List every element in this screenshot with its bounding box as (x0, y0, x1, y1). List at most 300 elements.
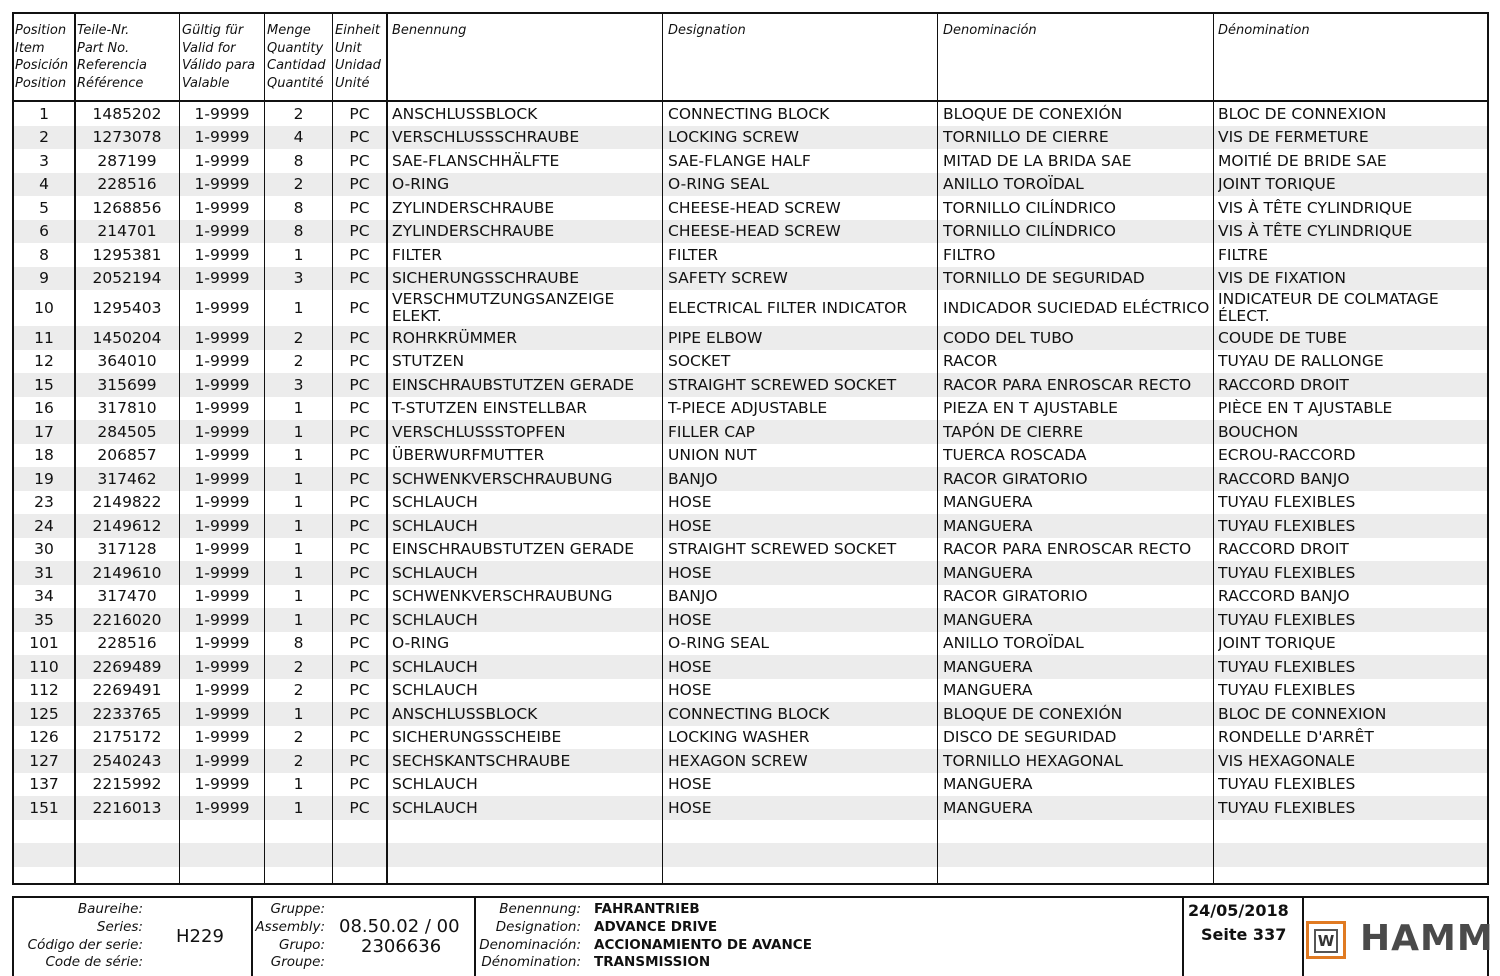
cell-unit: PC (349, 469, 370, 488)
cell-qty: 2 (293, 104, 304, 123)
cell-part: 2269491 (92, 681, 162, 700)
cell-fr: TUYAU FLEXIBLES (1218, 681, 1356, 700)
cell-qty: 1 (293, 422, 304, 441)
table-row (14, 196, 1487, 220)
cell-valid: 1-9999 (194, 610, 250, 629)
cell-de: SECHSKANTSCHRAUBE (392, 751, 571, 770)
cell-de: VERSCHLUSSSTOPFEN (392, 422, 566, 441)
cell-es: MITAD DE LA BRIDA SAE (943, 151, 1132, 170)
cell-en: HOSE (668, 516, 712, 535)
cell-fr: MOITIÉ DE BRIDE SAE (1218, 151, 1387, 170)
cell-en: HOSE (668, 493, 712, 512)
table-row (14, 126, 1487, 150)
column-divider (332, 14, 333, 883)
cell-unit: PC (349, 352, 370, 371)
cell-fr: TUYAU FLEXIBLES (1218, 657, 1356, 676)
cell-qty: 3 (293, 375, 304, 394)
cell-unit: PC (349, 299, 370, 317)
cell-valid: 1-9999 (194, 775, 250, 794)
cell-part: 1273078 (92, 128, 162, 147)
column-divider (264, 14, 265, 883)
cell-en: T-PIECE ADJUSTABLE (668, 399, 828, 418)
cell-unit: PC (349, 516, 370, 535)
column-divider (74, 14, 76, 883)
cell-part: 214701 (97, 222, 157, 241)
cell-es: MANGUERA (943, 681, 1033, 700)
table-row (14, 561, 1487, 585)
cell-unit: PC (349, 540, 370, 559)
cell-valid: 1-9999 (194, 657, 250, 676)
cell-unit: PC (349, 269, 370, 288)
cell-fr: BLOC DE CONNEXION (1218, 104, 1387, 123)
header-fr: Dénomination (1218, 23, 1310, 38)
cell-pos: 2 (39, 128, 49, 147)
cell-de: STUTZEN (392, 352, 465, 371)
cell-qty: 2 (293, 681, 304, 700)
table-row (14, 632, 1487, 656)
cell-valid: 1-9999 (194, 375, 250, 394)
footer-divider (1182, 898, 1184, 976)
cell-valid: 1-9999 (194, 446, 250, 465)
cell-part: 1268856 (92, 198, 162, 217)
cell-qty: 4 (293, 128, 304, 147)
cell-en: SOCKET (668, 352, 731, 371)
cell-valid: 1-9999 (194, 516, 250, 535)
cell-unit: PC (349, 587, 370, 606)
logo-mark: W (1314, 929, 1338, 953)
table-row (14, 491, 1487, 515)
cell-fr: TUYAU FLEXIBLES (1218, 775, 1356, 794)
cell-pos: 137 (29, 775, 59, 794)
cell-fr: RACCORD DROIT (1218, 540, 1349, 559)
cell-es: MANGUERA (943, 657, 1033, 676)
cell-en: LOCKING SCREW (668, 128, 799, 147)
cell-es: DISCO DE SEGURIDAD (943, 728, 1117, 747)
cell-pos: 15 (34, 375, 54, 394)
cell-es: BLOQUE DE CONEXIÓN (943, 704, 1123, 723)
series-value: H229 (176, 926, 224, 947)
cell-valid: 1-9999 (194, 269, 250, 288)
cell-qty: 1 (293, 775, 304, 794)
table-row (14, 267, 1487, 291)
cell-de: SCHLAUCH (392, 775, 478, 794)
cell-valid: 1-9999 (194, 128, 250, 147)
cell-de: ÜBERWURFMUTTER (392, 446, 545, 465)
cell-pos: 101 (29, 634, 59, 653)
cell-pos: 16 (34, 399, 54, 418)
table-row (14, 220, 1487, 244)
cell-valid: 1-9999 (194, 104, 250, 123)
cell-part: 228516 (97, 175, 157, 194)
cell-part: 2175172 (92, 728, 162, 747)
cell-fr: JOINT TORIQUE (1218, 175, 1336, 194)
cell-part: 2215992 (92, 775, 162, 794)
cell-unit: PC (349, 728, 370, 747)
cell-qty: 2 (293, 328, 304, 347)
header-part-no: Teile-Nr. Part No. Referencia Référence (77, 23, 147, 91)
header-de: Benennung (392, 23, 467, 38)
cell-en: PIPE ELBOW (668, 328, 763, 347)
cell-en: O-RING SEAL (668, 175, 769, 194)
cell-unit: PC (349, 104, 370, 123)
cell-pos: 34 (34, 587, 54, 606)
cell-part: 315699 (97, 375, 157, 394)
table-row (14, 514, 1487, 538)
cell-en: CHEESE-HEAD SCREW (668, 198, 841, 217)
cell-es: BLOQUE DE CONEXIÓN (943, 104, 1123, 123)
row-stripe (14, 843, 1487, 867)
cell-valid: 1-9999 (194, 422, 250, 441)
cell-unit: PC (349, 775, 370, 794)
cell-part: 1295381 (92, 245, 162, 264)
cell-en: BANJO (668, 469, 718, 488)
cell-unit: PC (349, 245, 370, 264)
cell-es: TORNILLO DE SEGURIDAD (943, 269, 1145, 288)
cell-valid: 1-9999 (194, 728, 250, 747)
cell-fr: RONDELLE D'ARRÊT (1218, 728, 1374, 747)
group-value: 2306636 (361, 936, 442, 957)
header-valid-for: Gültig für Valid for Válido para Valable (182, 23, 256, 91)
cell-en: STRAIGHT SCREWED SOCKET (668, 540, 897, 559)
cell-en: HOSE (668, 775, 712, 794)
cell-unit: PC (349, 422, 370, 441)
cell-qty: 1 (293, 704, 304, 723)
cell-qty: 1 (293, 399, 304, 418)
cell-es: MANGUERA (943, 798, 1033, 817)
cell-unit: PC (349, 198, 370, 217)
cell-valid: 1-9999 (194, 563, 250, 582)
cell-en: CONNECTING BLOCK (668, 104, 830, 123)
header-en: Designation (668, 23, 746, 38)
cell-fr: BOUCHON (1218, 422, 1299, 441)
cell-en: CHEESE-HEAD SCREW (668, 222, 841, 241)
cell-unit: PC (349, 328, 370, 347)
cell-fr: INDICATEUR DE COLMATAGE ÉLECT. (1218, 290, 1439, 325)
cell-pos: 8 (39, 245, 49, 264)
cell-en: FILTER (668, 245, 719, 264)
cell-de: O-RING (392, 634, 450, 653)
page-number: Seite 337 (1201, 925, 1287, 944)
cell-unit: PC (349, 128, 370, 147)
cell-valid: 1-9999 (194, 469, 250, 488)
cell-qty: 1 (293, 245, 304, 264)
cell-unit: PC (349, 375, 370, 394)
table-row (14, 796, 1487, 820)
cell-de: SCHLAUCH (392, 681, 478, 700)
cell-de: O-RING (392, 175, 450, 194)
cell-fr: VIS DE FIXATION (1218, 269, 1346, 288)
cell-de: FILTER (392, 245, 443, 264)
cell-qty: 1 (293, 798, 304, 817)
table-row (14, 350, 1487, 374)
table-row (14, 773, 1487, 797)
table-row (14, 397, 1487, 421)
cell-part: 284505 (97, 422, 157, 441)
cell-unit: PC (349, 175, 370, 194)
cell-en: HOSE (668, 657, 712, 676)
cell-en: LOCKING WASHER (668, 728, 810, 747)
table-row (14, 467, 1487, 491)
cell-en: STRAIGHT SCREWED SOCKET (668, 375, 897, 394)
cell-es: TUERCA ROSCADA (943, 446, 1087, 465)
cell-qty: 1 (293, 540, 304, 559)
cell-part: 2149612 (92, 516, 162, 535)
cell-fr: BLOC DE CONNEXION (1218, 704, 1387, 723)
table-row (14, 173, 1487, 197)
cell-de: SCHLAUCH (392, 657, 478, 676)
cell-valid: 1-9999 (194, 151, 250, 170)
cell-fr: JOINT TORIQUE (1218, 634, 1336, 653)
table-row (14, 373, 1487, 397)
cell-part: 1295403 (92, 299, 162, 317)
cell-en: CONNECTING BLOCK (668, 704, 830, 723)
cell-unit: PC (349, 681, 370, 700)
cell-valid: 1-9999 (194, 493, 250, 512)
cell-part: 2216013 (92, 798, 162, 817)
cell-en: O-RING SEAL (668, 634, 769, 653)
cell-part: 2149822 (92, 493, 162, 512)
cell-part: 2052194 (92, 269, 162, 288)
cell-valid: 1-9999 (194, 399, 250, 418)
cell-valid: 1-9999 (194, 328, 250, 347)
header-es: Denominación (943, 23, 1037, 38)
header-position: Position Item Posición Position (15, 23, 69, 91)
cell-en: HOSE (668, 563, 712, 582)
table-row (14, 290, 1487, 326)
cell-es: INDICADOR SUCIEDAD ELÉCTRICO (943, 298, 1210, 317)
cell-en: SAFETY SCREW (668, 269, 788, 288)
cell-es: TORNILLO CILÍNDRICO (943, 198, 1116, 217)
table-row (14, 243, 1487, 267)
cell-pos: 110 (29, 657, 59, 676)
table-row (14, 655, 1487, 679)
cell-unit: PC (349, 446, 370, 465)
cell-fr: TUYAU FLEXIBLES (1218, 610, 1356, 629)
cell-de: SCHLAUCH (392, 516, 478, 535)
cell-pos: 30 (34, 540, 54, 559)
cell-pos: 24 (34, 516, 54, 535)
cell-qty: 1 (293, 587, 304, 606)
cell-de: SCHLAUCH (392, 610, 478, 629)
cell-es: ANILLO TOROÏDAL (943, 175, 1084, 194)
cell-es: TAPÓN DE CIERRE (943, 422, 1084, 441)
cell-qty: 3 (293, 269, 304, 288)
cell-pos: 125 (29, 704, 59, 723)
cell-pos: 12 (34, 352, 54, 371)
cell-pos: 31 (34, 563, 54, 582)
cell-valid: 1-9999 (194, 540, 250, 559)
table-row (14, 326, 1487, 350)
cell-valid: 1-9999 (194, 175, 250, 194)
cell-es: RACOR GIRATORIO (943, 587, 1088, 606)
cell-fr: TUYAU FLEXIBLES (1218, 516, 1356, 535)
table-row (14, 702, 1487, 726)
cell-qty: 1 (293, 516, 304, 535)
cell-de: VERSCHMUTZUNGSANZEIGE ELEKT. (392, 290, 615, 325)
cell-es: TORNILLO CILÍNDRICO (943, 222, 1116, 241)
cell-fr: TUYAU FLEXIBLES (1218, 798, 1356, 817)
cell-es: CODO DEL TUBO (943, 328, 1074, 347)
cell-de: ROHRKRÜMMER (392, 328, 517, 347)
cell-fr: VIS À TÊTE CYLINDRIQUE (1218, 198, 1413, 217)
header-quantity: Menge Quantity Cantidad Quantité (267, 23, 326, 91)
cell-es: TORNILLO DE CIERRE (943, 128, 1109, 147)
column-divider (662, 14, 663, 883)
cell-de: SCHLAUCH (392, 563, 478, 582)
cell-part: 317128 (97, 540, 157, 559)
cell-es: MANGUERA (943, 563, 1033, 582)
cell-pos: 4 (39, 175, 49, 194)
group-labels: Gruppe: Assembly: Grupo: Groupe: (255, 901, 325, 971)
cell-de: ANSCHLUSSBLOCK (392, 104, 538, 123)
cell-part: 287199 (97, 151, 157, 170)
cell-en: SAE-FLANGE HALF (668, 151, 811, 170)
cell-en: ELECTRICAL FILTER INDICATOR (668, 298, 908, 317)
cell-qty: 8 (293, 634, 304, 653)
cell-part: 317462 (97, 469, 157, 488)
name-values: FAHRANTRIEB ADVANCE DRIVE ACCIONAMIENTO DE AVANCE TRANSMISSION (594, 901, 812, 971)
cell-pos: 19 (34, 469, 54, 488)
cell-unit: PC (349, 798, 370, 817)
cell-valid: 1-9999 (194, 798, 250, 817)
cell-pos: 3 (39, 151, 49, 170)
cell-pos: 17 (34, 422, 54, 441)
table-row (14, 102, 1487, 126)
cell-pos: 35 (34, 610, 54, 629)
cell-de: ZYLINDERSCHRAUBE (392, 198, 555, 217)
cell-pos: 5 (39, 198, 49, 217)
cell-valid: 1-9999 (194, 681, 250, 700)
cell-de: SCHWENKVERSCHRAUBUNG (392, 469, 613, 488)
table-row (14, 420, 1487, 444)
brand-name: HAMM (1360, 918, 1494, 959)
cell-pos: 18 (34, 446, 54, 465)
cell-part: 1450204 (92, 328, 162, 347)
cell-en: HOSE (668, 798, 712, 817)
cell-unit: PC (349, 399, 370, 418)
table-row (14, 149, 1487, 173)
cell-es: RACOR PARA ENROSCAR RECTO (943, 375, 1192, 394)
cell-qty: 8 (293, 198, 304, 217)
cell-es: RACOR (943, 352, 998, 371)
cell-unit: PC (349, 563, 370, 582)
table-row (14, 749, 1487, 773)
date: 24/05/2018 (1188, 901, 1289, 920)
cell-en: UNION NUT (668, 446, 757, 465)
series-labels: Baureihe: Series: Código der serie: Code de série: (27, 901, 143, 971)
cell-fr: VIS DE FERMETURE (1218, 128, 1369, 147)
cell-en: HOSE (668, 681, 712, 700)
cell-fr: TUYAU FLEXIBLES (1218, 493, 1356, 512)
cell-part: 2540243 (92, 751, 162, 770)
cell-de: SCHLAUCH (392, 493, 478, 512)
cell-es: FILTRO (943, 245, 996, 264)
cell-en: FILLER CAP (668, 422, 756, 441)
cell-de: SAE-FLANSCHHÄLFTE (392, 151, 560, 170)
cell-pos: 10 (34, 299, 54, 317)
cell-es: ANILLO TOROÏDAL (943, 634, 1084, 653)
cell-fr: VIS HEXAGONALE (1218, 751, 1356, 770)
cell-de: ANSCHLUSSBLOCK (392, 704, 538, 723)
cell-en: BANJO (668, 587, 718, 606)
cell-qty: 1 (293, 299, 304, 317)
cell-en: HEXAGON SCREW (668, 751, 808, 770)
cell-pos: 112 (29, 681, 59, 700)
cell-de: ZYLINDERSCHRAUBE (392, 222, 555, 241)
cell-valid: 1-9999 (194, 352, 250, 371)
cell-qty: 1 (293, 610, 304, 629)
cell-unit: PC (349, 634, 370, 653)
column-divider (937, 14, 938, 883)
cell-de: SICHERUNGSSCHRAUBE (392, 269, 580, 288)
cell-valid: 1-9999 (194, 198, 250, 217)
cell-fr: RACCORD BANJO (1218, 469, 1350, 488)
cell-fr: FILTRE (1218, 245, 1269, 264)
cell-part: 206857 (97, 446, 157, 465)
cell-valid: 1-9999 (194, 587, 250, 606)
cell-unit: PC (349, 222, 370, 241)
cell-qty: 1 (293, 563, 304, 582)
cell-fr: RACCORD DROIT (1218, 375, 1349, 394)
cell-en: HOSE (668, 610, 712, 629)
cell-de: SICHERUNGSSCHEIBE (392, 728, 562, 747)
assembly-value: 08.50.02 / 00 (339, 916, 460, 937)
cell-qty: 8 (293, 222, 304, 241)
column-divider (386, 14, 388, 883)
cell-fr: VIS À TÊTE CYLINDRIQUE (1218, 222, 1413, 241)
cell-pos: 127 (29, 751, 59, 770)
table-row (14, 679, 1487, 703)
cell-qty: 1 (293, 493, 304, 512)
cell-part: 228516 (97, 634, 157, 653)
cell-fr: RACCORD BANJO (1218, 587, 1350, 606)
footer-divider (1302, 898, 1304, 976)
cell-valid: 1-9999 (194, 634, 250, 653)
cell-part: 317470 (97, 587, 157, 606)
cell-fr: PIÈCE EN T AJUSTABLE (1218, 399, 1393, 418)
cell-qty: 2 (293, 751, 304, 770)
cell-pos: 23 (34, 493, 54, 512)
cell-pos: 126 (29, 728, 59, 747)
cell-es: RACOR GIRATORIO (943, 469, 1088, 488)
cell-es: TORNILLO HEXAGONAL (943, 751, 1123, 770)
cell-pos: 151 (29, 798, 59, 817)
cell-valid: 1-9999 (194, 222, 250, 241)
cell-valid: 1-9999 (194, 245, 250, 264)
cell-es: PIEZA EN T AJUSTABLE (943, 399, 1118, 418)
cell-part: 2233765 (92, 704, 162, 723)
cell-unit: PC (349, 493, 370, 512)
cell-es: RACOR PARA ENROSCAR RECTO (943, 540, 1192, 559)
cell-qty: 2 (293, 352, 304, 371)
cell-valid: 1-9999 (194, 299, 250, 317)
cell-unit: PC (349, 657, 370, 676)
cell-pos: 11 (34, 328, 54, 347)
cell-es: MANGUERA (943, 516, 1033, 535)
cell-part: 2216020 (92, 610, 162, 629)
cell-fr: ECROU-RACCORD (1218, 446, 1356, 465)
cell-de: T-STUTZEN EINSTELLBAR (392, 399, 588, 418)
cell-de: EINSCHRAUBSTUTZEN GERADE (392, 375, 635, 394)
cell-part: 317810 (97, 399, 157, 418)
table-row (14, 726, 1487, 750)
table-row (14, 444, 1487, 468)
parts-table (12, 12, 1489, 885)
cell-part: 364010 (97, 352, 157, 371)
cell-qty: 8 (293, 151, 304, 170)
table-row (14, 585, 1487, 609)
cell-fr: COUDE DE TUBE (1218, 328, 1347, 347)
